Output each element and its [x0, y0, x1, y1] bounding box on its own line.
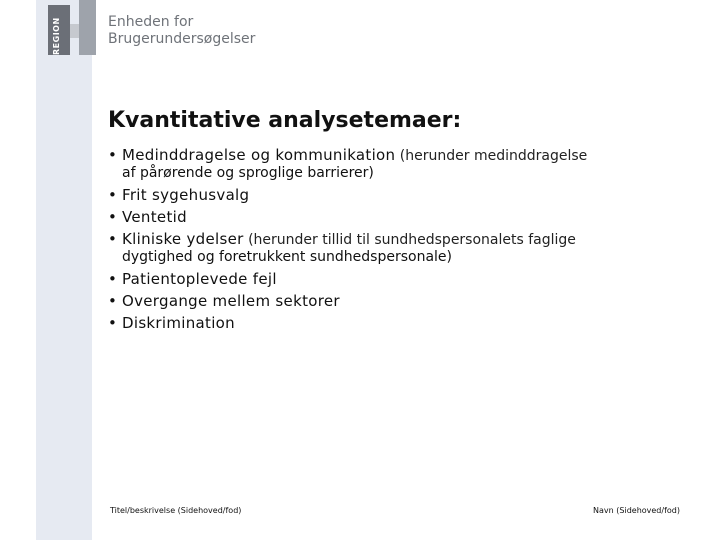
slide-title: Kvantitative analysetemaer: — [108, 108, 462, 133]
bullet-note-line: dygtighed og foretrukkent sundhedspersonale) — [122, 249, 452, 265]
logo-block-mid — [70, 24, 79, 38]
bullet-main-text: Overgange mellem sektorer — [122, 292, 340, 310]
bullet-item — [108, 312, 673, 334]
organization-name-line1: Enheden for — [108, 14, 194, 30]
bullet-marker: • — [108, 186, 117, 204]
bullet-note-line: af pårørende og sproglige barrierer) — [122, 165, 374, 181]
bullet-marker: • — [108, 230, 117, 248]
bullet-marker: • — [108, 146, 117, 164]
bullet-note-inline: (herunder tillid til sundhedspersonalets faglige — [243, 232, 576, 248]
bullet-main-text: Ventetid — [122, 208, 187, 226]
bullet-main-text: Kliniske ydelser — [122, 230, 244, 248]
bullet-marker: • — [108, 314, 117, 332]
logo-block-right — [79, 0, 96, 55]
bullet-main-text: Patientoplevede fejl — [122, 270, 277, 288]
bullet-marker: • — [108, 292, 117, 310]
bullet-item — [108, 228, 673, 268]
bullet-item — [108, 184, 673, 206]
bullet-list — [108, 144, 673, 334]
bullet-note-inline: (herunder medinddragelse — [395, 148, 588, 164]
organization-name — [108, 14, 255, 48]
bullet-item — [108, 206, 673, 228]
bullet-main-text: Diskrimination — [122, 314, 235, 332]
logo-block-left — [48, 5, 70, 55]
footer-right-text: Navn (Sidehoved/fod) — [593, 506, 680, 515]
bullet-item — [108, 290, 673, 312]
organization-name-line2: Brugerundersøgelser — [108, 31, 256, 47]
bullet-main-text: Frit sygehusvalg — [122, 186, 250, 204]
logo-vertical-text: REGION — [52, 17, 61, 55]
region-logo — [48, 0, 96, 58]
footer-left-text: Titel/beskrivelse (Sidehoved/fod) — [110, 506, 242, 515]
left-decorative-bar — [36, 0, 92, 540]
bullet-item — [108, 268, 673, 290]
bullet-marker: • — [108, 208, 117, 226]
bullet-marker: • — [108, 270, 117, 288]
bullet-item — [108, 144, 673, 184]
bullet-main-text: Medinddragelse og kommunikation — [122, 146, 396, 164]
